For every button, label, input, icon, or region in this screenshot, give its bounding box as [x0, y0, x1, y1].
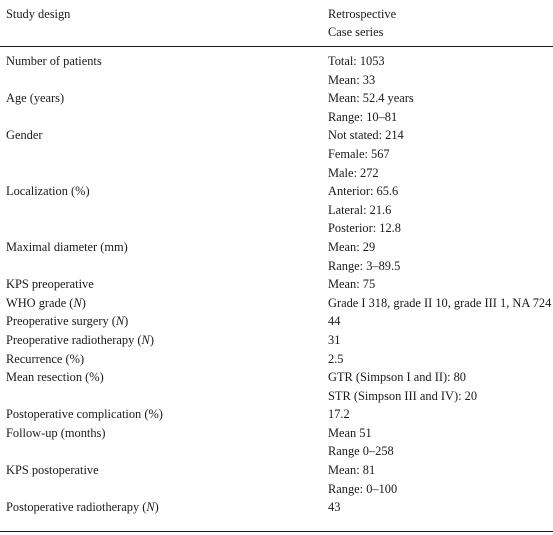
row-value: STR (Simpson III and IV): 20 — [328, 388, 478, 403]
header-divider — [0, 46, 553, 47]
header-study-design-label: Study design — [6, 7, 71, 21]
table-header — [0, 0, 553, 46]
table-body — [0, 52, 553, 517]
row-label: KPS preoperative — [6, 277, 94, 292]
row-values — [322, 89, 553, 126]
table-row — [0, 312, 553, 331]
row-label: Recurrence (%) — [6, 351, 85, 366]
row-values — [322, 461, 553, 498]
table-row — [0, 368, 553, 405]
row-value: Mean: 81 — [328, 463, 376, 478]
row-value: 43 — [328, 500, 341, 515]
row-value: 2.5 — [328, 351, 344, 366]
row-value: Not stated: 214 — [328, 128, 404, 143]
table-row — [0, 498, 553, 517]
table-row — [0, 126, 553, 182]
row-label: Localization (%) — [6, 184, 90, 199]
row-value: Mean: 75 — [328, 277, 376, 292]
row-label: Mean resection (%) — [6, 370, 104, 385]
table-row — [0, 89, 553, 126]
table-row — [0, 238, 553, 275]
table-row — [0, 331, 553, 350]
row-label: KPS postoperative — [6, 463, 99, 478]
row-label: Gender — [6, 128, 43, 143]
table-row — [0, 294, 553, 313]
row-values — [322, 350, 553, 369]
row-value: Range 0–258 — [328, 444, 394, 459]
row-value: Grade I 318, grade II 10, grade III 1, NA 724 — [328, 295, 552, 310]
header-value-line-1: Retrospective — [328, 7, 397, 21]
row-label: Postoperative complication (%) — [6, 407, 163, 422]
row-values — [322, 182, 553, 238]
row-value: Mean: 29 — [328, 239, 376, 254]
row-label: WHO grade (N) — [6, 295, 86, 310]
row-value: Anterior: 65.6 — [328, 184, 399, 199]
row-values — [322, 275, 553, 294]
row-values — [322, 312, 553, 331]
table-row — [0, 424, 553, 461]
row-value: Male: 272 — [328, 165, 379, 180]
row-value: 31 — [328, 332, 341, 347]
row-value: Range: 10–81 — [328, 109, 398, 124]
row-values — [322, 126, 553, 182]
row-value: Mean 51 — [328, 425, 372, 440]
row-label: Follow-up (months) — [6, 425, 106, 440]
table-bottom-rule — [0, 531, 553, 532]
row-value: Mean: 52.4 years — [328, 91, 414, 106]
row-values — [322, 498, 553, 517]
row-values — [322, 238, 553, 275]
row-value: Range: 3–89.5 — [328, 258, 401, 273]
row-value: Mean: 33 — [328, 72, 376, 87]
row-value: 44 — [328, 314, 341, 329]
row-values — [322, 331, 553, 350]
header-value-line-2: Case series — [328, 25, 384, 39]
row-values — [322, 368, 553, 405]
header-study-design-value — [328, 5, 396, 41]
row-values — [322, 52, 553, 89]
table-row — [0, 275, 553, 294]
row-values — [322, 424, 553, 461]
table-row — [0, 461, 553, 498]
row-label: Number of patients — [6, 54, 102, 68]
table-row — [0, 350, 553, 369]
table-row — [0, 405, 553, 424]
row-value: Range: 0–100 — [328, 481, 398, 496]
table-row — [0, 52, 553, 89]
row-value: Lateral: 21.6 — [328, 202, 392, 217]
row-label: Preoperative surgery (N) — [6, 314, 129, 329]
row-label: Maximal diameter (mm) — [6, 239, 128, 254]
row-label: Age (years) — [6, 91, 65, 106]
table-row — [0, 182, 553, 238]
row-label: Preoperative radiotherapy (N) — [6, 332, 154, 347]
row-value: 17.2 — [328, 407, 350, 422]
row-values — [322, 405, 553, 424]
row-label: Postoperative radiotherapy (N) — [6, 500, 159, 515]
row-value: GTR (Simpson I and II): 80 — [328, 370, 467, 385]
row-values — [322, 294, 553, 313]
row-value: Posterior: 12.8 — [328, 221, 401, 236]
row-value: Female: 567 — [328, 146, 390, 161]
row-value: Total: 1053 — [328, 54, 385, 68]
